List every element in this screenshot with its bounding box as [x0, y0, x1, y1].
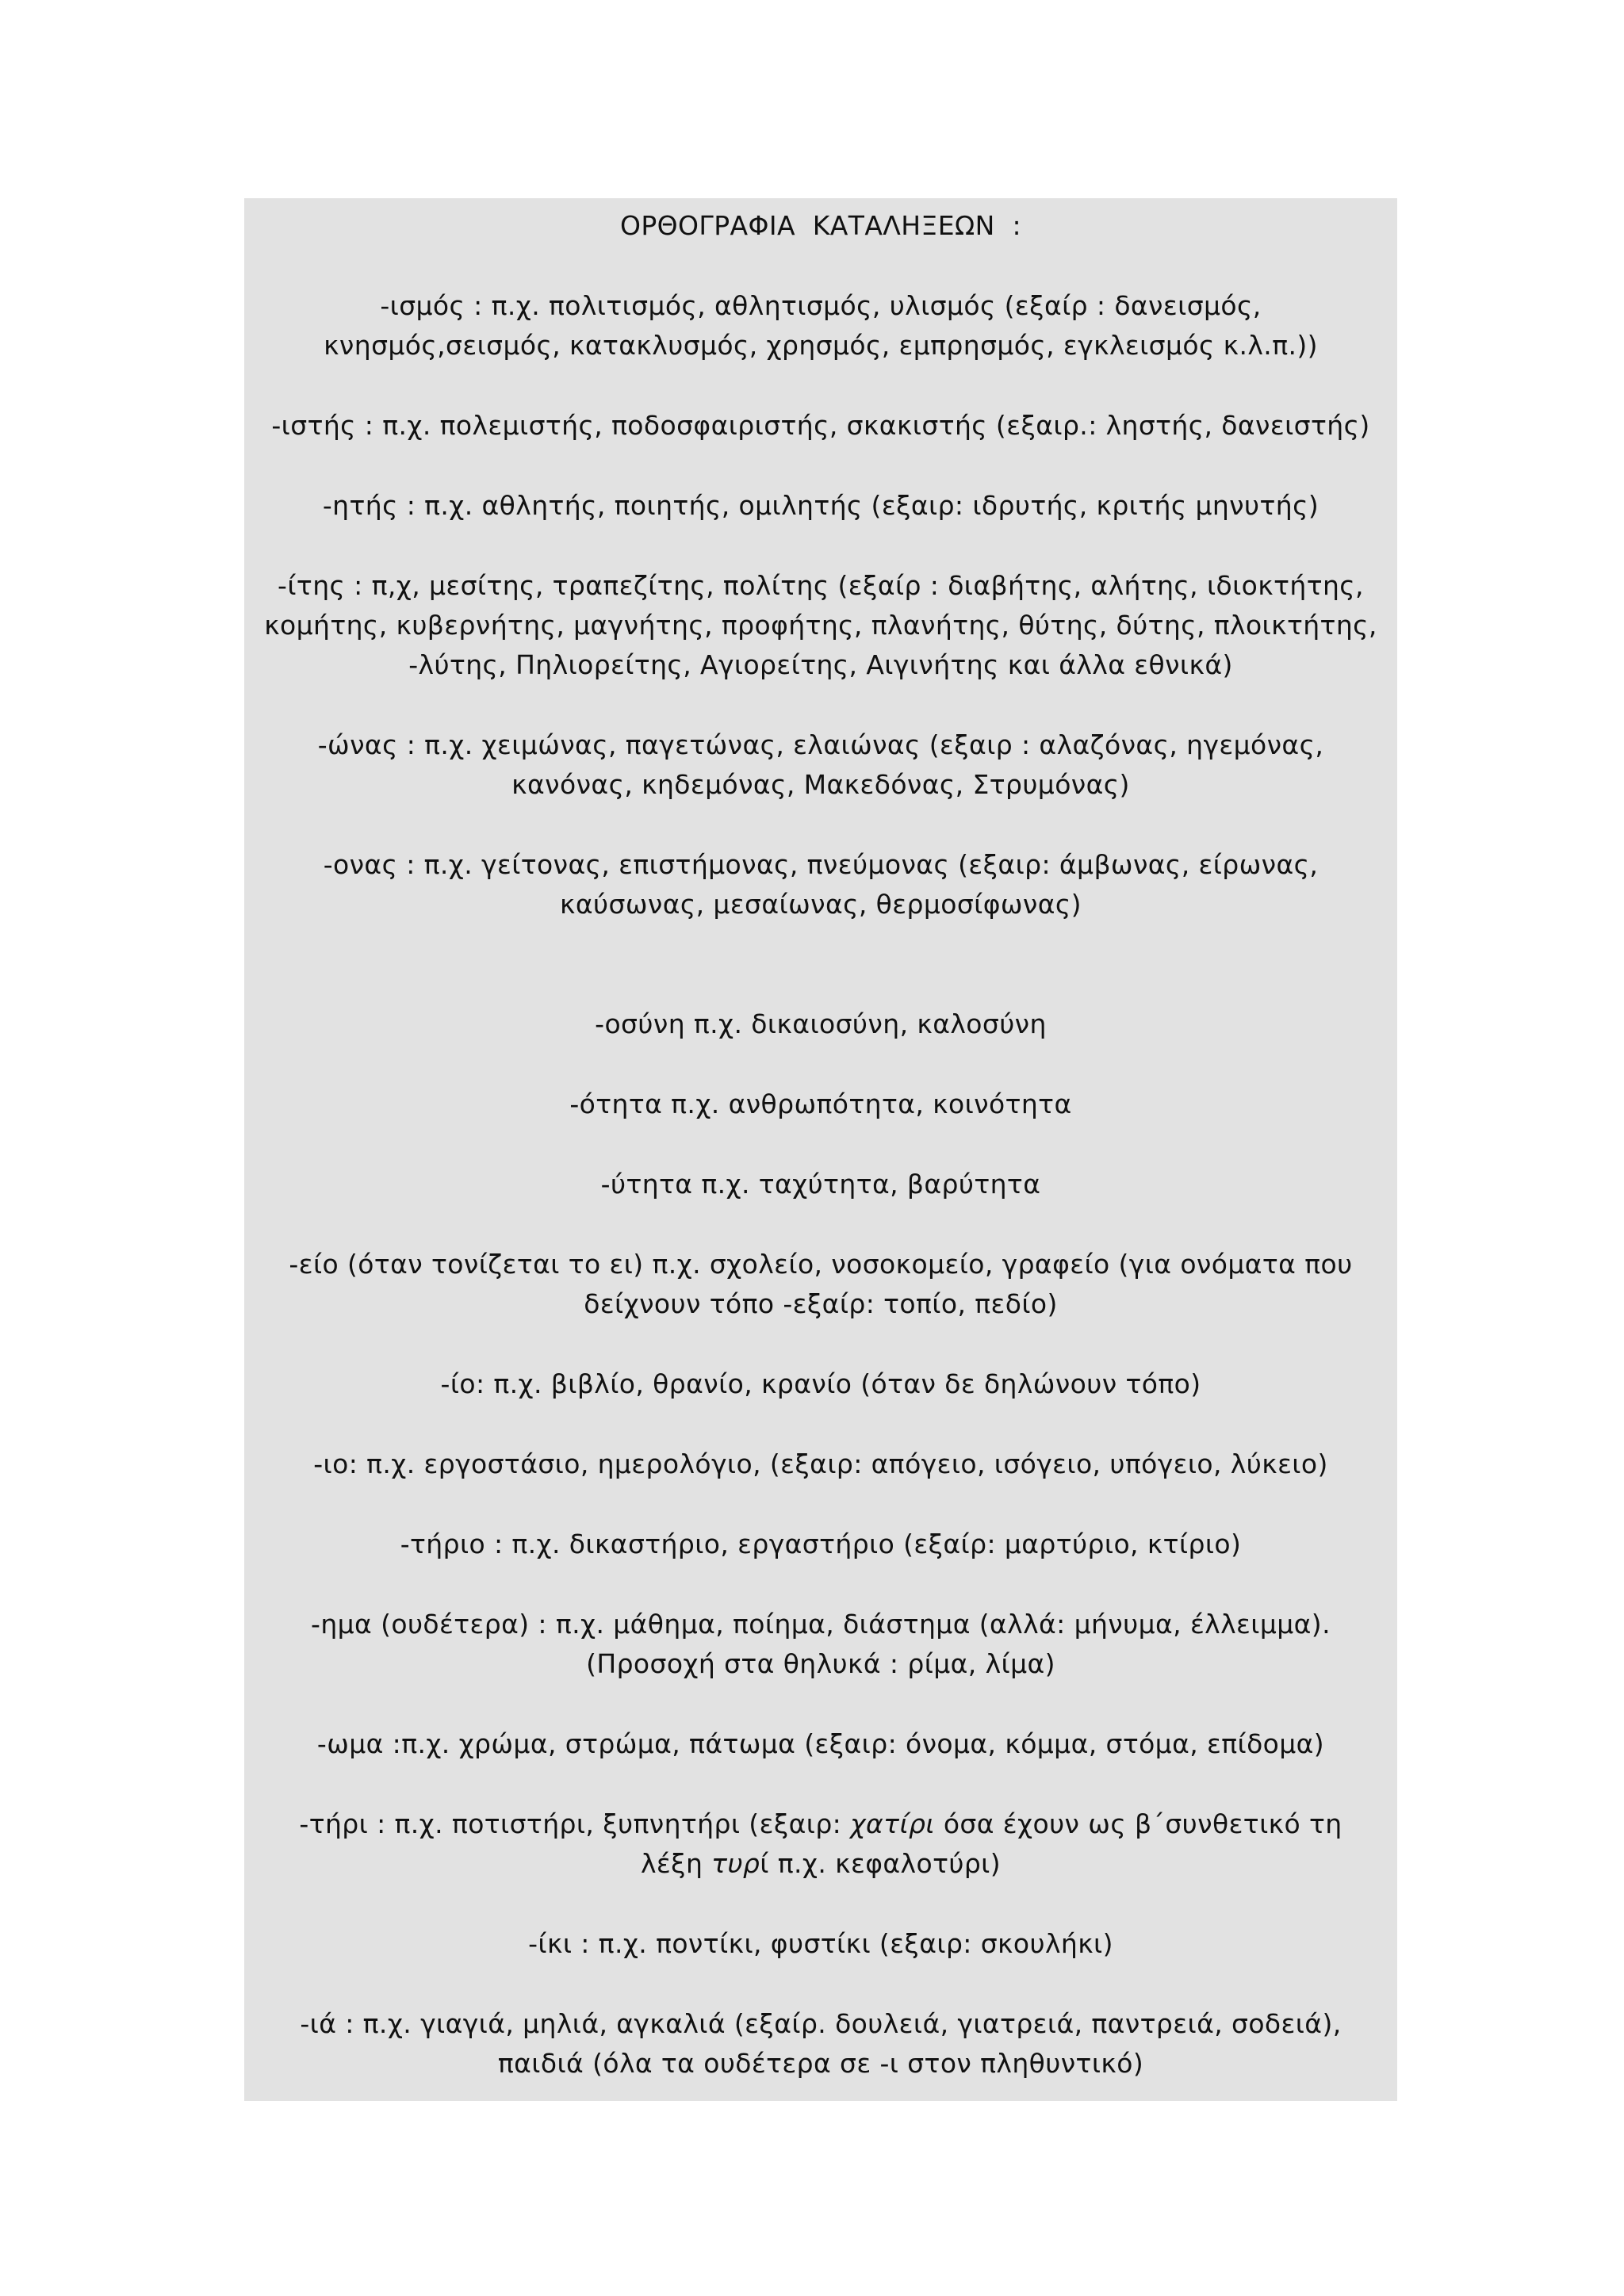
entry-eio-line-1: -είο (όταν τονίζεται το ει) π.χ. σχολείο, νοσοκομείο, γραφείο (για ονόματα που: [289, 1249, 1353, 1280]
entry-onas-line-2: καύσωνας, μεσαίωνας, θερμοσίφωνας): [560, 889, 1082, 920]
entry-istis-line-1: -ιστής : π.χ. πολεμιστής, ποδοσφαιριστής, σκακιστής (εξαιρ.: ληστής, δανειστής): [271, 410, 1370, 441]
entry-ima-line-2: (Προσοχή στα θηλυκά : ρίμα, λίμα): [586, 1648, 1055, 1679]
entry-itis-acc-line-1: -ητής : π.χ. αθλητής, ποιητής, ομιλητής (εξαιρ: ιδρυτής, κριτής μηνυτής): [322, 490, 1320, 521]
entry-oma-line-1: -ωμα :π.χ. χρώμα, στρώμα, πάτωμα (εξαιρ: όνομα, κόμμα, στόμα, επίδομα): [316, 1728, 1325, 1759]
entry-ytita-line-1: -ύτητα π.χ. ταχύτητα, βαρύτητα: [600, 1169, 1041, 1200]
entry-tiri-text-b: όσα έχουν ως β΄συνθετικό τη: [934, 1808, 1342, 1839]
entry-otita-line-1: -ότητα π.χ. ανθρωπότητα, κοινότητα: [569, 1089, 1072, 1119]
entry-tiri-line-2: [244, 1844, 1397, 1884]
entry-onas-acc-line-2: κανόνας, κηδεμόνας, Μακεδόνας, Στρυμόνας): [511, 769, 1130, 800]
entry-io-line-1: -ιο: π.χ. εργοστάσιο, ημερολόγιο, (εξαιρ: απόγειο, ισόγειο, υπόγειο, λύκειο): [313, 1448, 1328, 1479]
entry-ima-line-1: -ημα (ουδέτερα) : π.χ. μάθημα, ποίημα, διάστημα (αλλά: μήνυμα, έλλειμμα).: [311, 1609, 1331, 1640]
entry-itis-line-3: -λύτης, Πηλιορείτης, Αγιορείτης, Αιγινήτης και άλλα εθνικά): [408, 649, 1233, 680]
entry-onas-line-1: -ονας : π.χ. γείτονας, επιστήμονας, πνεύμονας (εξαιρ: άμβωνας, είρωνας,: [323, 849, 1319, 880]
entry-ia-line-2: παιδιά (όλα τα ουδέτερα σε -ι στον πληθυντικό): [497, 2048, 1144, 2079]
entry-iki-line-1: -ίκι : π.χ. ποντίκι, φυστίκι (εξαιρ: σκουλήκι): [528, 1928, 1113, 1959]
entry-tiri-text-c: λέξη: [640, 1848, 712, 1879]
entry-ismos-line-1: -ισμός : π.χ. πολιτισμός, αθλητισμός, υλισμός (εξαίρ : δανεισμός,: [380, 290, 1262, 321]
entry-tirio-line-1: -τήριο : π.χ. δικαστήριο, εργαστήριο (εξαίρ: μαρτύριο, κτίριο): [400, 1529, 1242, 1559]
entry-tiri-italic-stem: τυρ: [711, 1848, 760, 1879]
entry-eio-line-2: δείχνουν τόπο -εξαίρ: τοπίο, πεδίο): [584, 1288, 1058, 1319]
page-title: ΟΡΘΟΓΡΑΦΙΑ ΚΑΤΑΛΗΞΕΩΝ :: [620, 210, 1021, 241]
entry-onas-acc-line-1: -ώνας : π.χ. χειμώνας, παγετώνας, ελαιώνας (εξαιρ : αλαζόνας, ηγεμόνας,: [317, 729, 1324, 760]
entry-ismos-line-2: κνησμός,σεισμός, κατακλυσμός, χρησμός, εμπρησμός, εγκλεισμός κ.λ.π.)): [324, 330, 1318, 361]
entry-itis-line-1: -ίτης : π,χ, μεσίτης, τραπεζίτης, πολίτης (εξαίρ : διαβήτης, αλήτης, ιδιοκτήτης,: [278, 570, 1364, 601]
entry-tiri-text-d: ί π.χ. κεφαλοτύρι): [760, 1848, 1002, 1879]
entry-io-acc-line-1: -ίο: π.χ. βιβλίο, θρανίο, κρανίο (όταν δε δηλώνουν τόπο): [440, 1368, 1201, 1399]
entry-tiri-italic-word: χατίρι: [850, 1808, 935, 1839]
entry-itis-line-2: κομήτης, κυβερνήτης, μαγνήτης, προφήτης, πλανήτης, θύτης, δύτης, πλοικτήτης,: [264, 610, 1377, 641]
entry-tiri-text-a: -τήρι : π.χ. ποτιστήρι, ξυπνητήρι (εξαιρ:: [299, 1808, 851, 1839]
entry-osyni-line-1: -οσύνη π.χ. δικαιοσύνη, καλοσύνη: [595, 1008, 1047, 1039]
entry-ia-line-1: -ιά : π.χ. γιαγιά, μηλιά, αγκαλιά (εξαίρ. δουλειά, γιατρειά, παντρειά, σοδειά),: [300, 2008, 1342, 2039]
document-panel: [244, 198, 1397, 2101]
entry-tiri-line-1: [244, 1804, 1397, 1844]
